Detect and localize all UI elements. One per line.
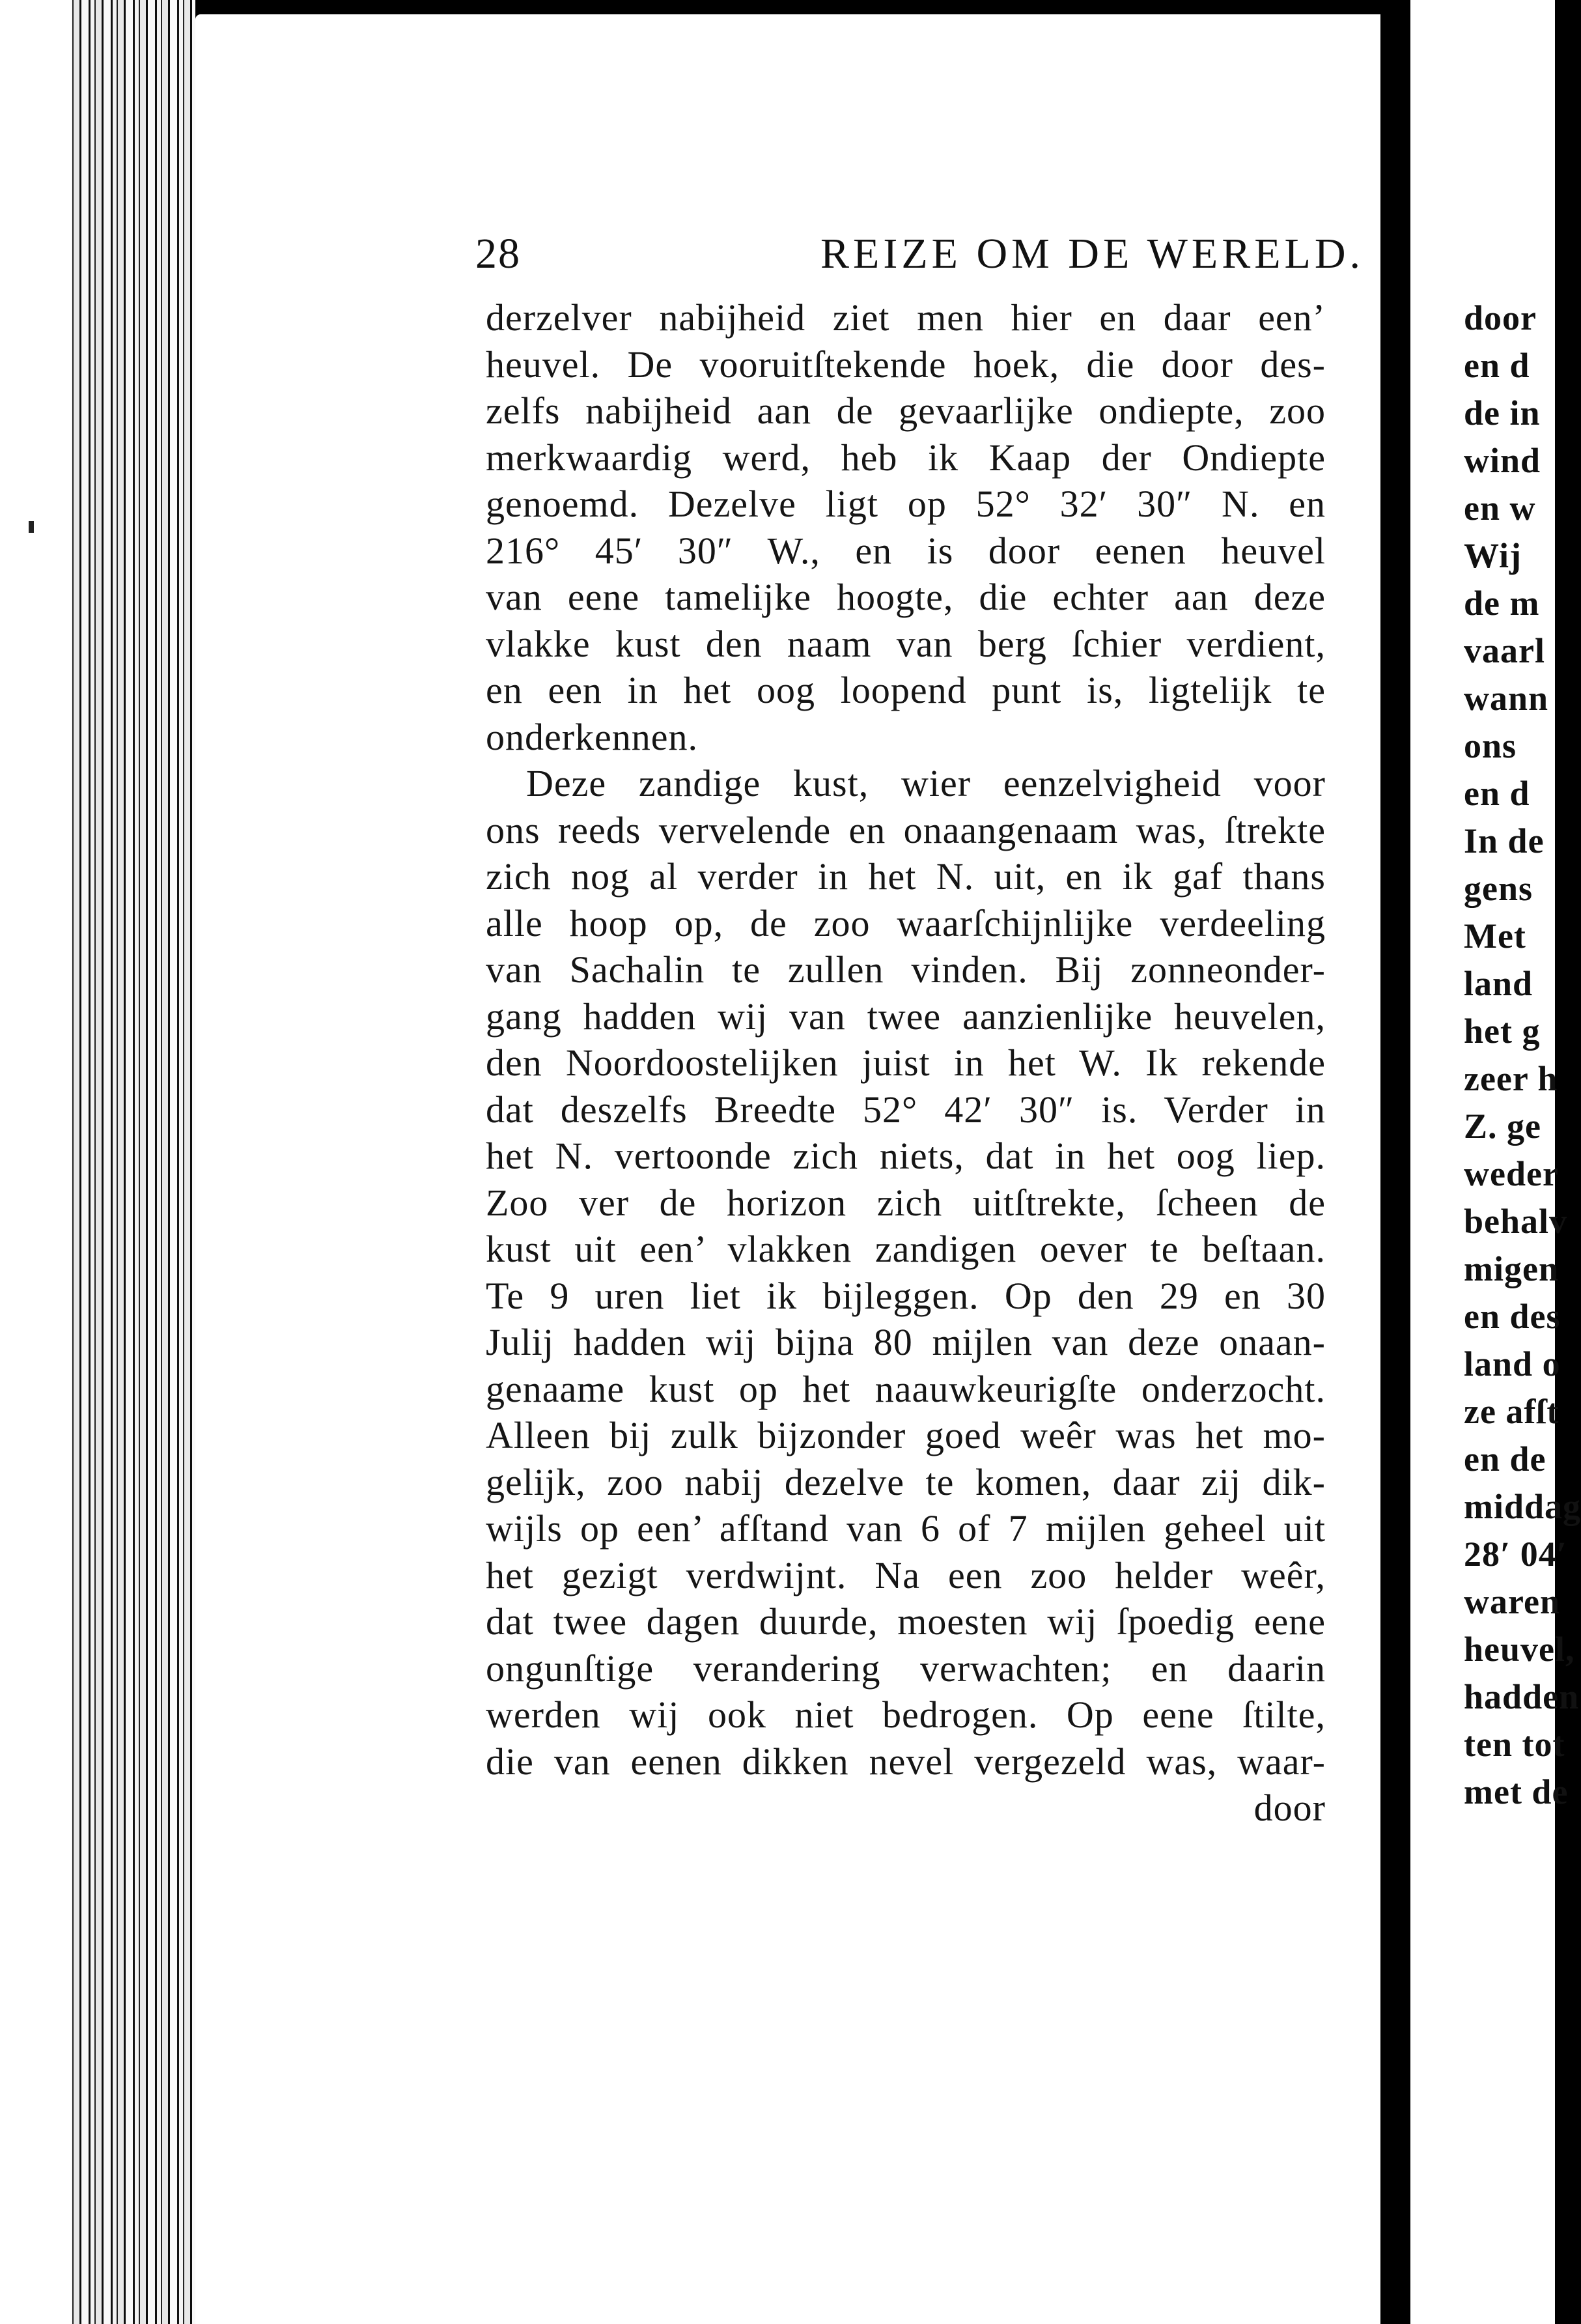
text-line: die van eenen dikken nevel vergezeld was, waar- bbox=[486, 1740, 1326, 1783]
facing-text-line: en d bbox=[1464, 774, 1530, 813]
text-line: Julij hadden wij bijna 80 mijlen van deze onaan- bbox=[486, 1321, 1326, 1363]
text-line: ongunſtige verandering verwachten; en daarin bbox=[486, 1647, 1326, 1690]
facing-text-line: en de bbox=[1464, 1439, 1546, 1479]
right-facing-page bbox=[1410, 0, 1581, 2324]
facing-text-line: gens bbox=[1464, 869, 1533, 908]
facing-text-line: hadden bbox=[1464, 1677, 1580, 1716]
margin-mark bbox=[29, 521, 34, 533]
paragraph-first-line: Deze zandige kust, wier eenzelvigheid voor bbox=[526, 762, 1326, 804]
text-line: Alleen bij zulk bijzonder goed weêr was het mo- bbox=[486, 1414, 1326, 1456]
facing-text-line: de in bbox=[1464, 393, 1541, 432]
text-line: genoemd. Dezelve ligt op 52° 32′ 30″ N. en bbox=[486, 483, 1326, 525]
facing-text-line: het g bbox=[1464, 1012, 1541, 1051]
facing-text-line: behalv bbox=[1464, 1202, 1568, 1241]
facing-text-line: 28′ 04′ bbox=[1464, 1535, 1567, 1574]
text-line: dat twee dagen duurde, moesten wij ſpoedig eene bbox=[486, 1600, 1326, 1643]
text-line: gelijk, zoo nabij dezelve te komen, daar zij dik- bbox=[486, 1460, 1326, 1503]
facing-text-line: met de bbox=[1464, 1772, 1569, 1811]
facing-text-line: vaarl bbox=[1464, 631, 1545, 670]
facing-text-line: migen bbox=[1464, 1249, 1559, 1288]
text-line: zelfs nabijheid aan de gevaarlijke ondiepte, zoo bbox=[486, 390, 1326, 432]
facing-text-line: middag bbox=[1464, 1487, 1581, 1526]
book-gutter bbox=[1380, 0, 1410, 2324]
facing-text-line: In de bbox=[1464, 821, 1545, 860]
scan-margin bbox=[0, 0, 72, 2324]
facing-text-line: Wij bbox=[1464, 536, 1522, 575]
facing-text-line: weder bbox=[1464, 1154, 1559, 1193]
text-line: vlakke kust den naam van berg ſchier verdient, bbox=[486, 622, 1326, 665]
facing-text-line: de m bbox=[1464, 584, 1540, 623]
facing-text-line: zeer h bbox=[1464, 1059, 1558, 1098]
text-line: zich nog al verder in het N. uit, en ik gaf thans bbox=[486, 855, 1326, 898]
facing-text-line: ten tot bbox=[1464, 1725, 1565, 1764]
facing-text-line: land bbox=[1464, 964, 1533, 1003]
text-line: van Sachalin te zullen vinden. Bij zonneonder- bbox=[486, 948, 1326, 991]
facing-text-line: en des bbox=[1464, 1297, 1561, 1336]
page-body-text bbox=[486, 294, 1326, 1832]
facing-page-text bbox=[1464, 294, 1581, 1816]
text-line: derzelver nabijheid ziet men hier en daar een’ bbox=[486, 296, 1326, 339]
text-line: onderkennen. bbox=[486, 715, 699, 758]
catchword: door bbox=[1253, 1787, 1326, 1829]
text-line: genaame kust op het naauwkeurigſte onderzocht. bbox=[486, 1367, 1326, 1410]
facing-text-line: wann bbox=[1464, 679, 1549, 718]
text-line: dat deszelfs Breedte 52° 42′ 30″ is. Verder in bbox=[486, 1088, 1326, 1131]
text-line: den Noordoostelijken juist in het W. Ik rekende bbox=[486, 1042, 1326, 1084]
facing-text-line: Met bbox=[1464, 916, 1526, 956]
facing-text-line: door bbox=[1464, 298, 1537, 337]
text-line: merkwaardig werd, heb ik Kaap der Ondiepte bbox=[486, 436, 1326, 479]
text-line: werden wij ook niet bedrogen. Op eene ſtilte, bbox=[486, 1693, 1326, 1736]
text-line: alle hoop op, de zoo waarſchijnlijke verdeeling bbox=[486, 901, 1326, 944]
facing-text-line: ons bbox=[1464, 726, 1517, 765]
text-line: het N. vertoonde zich niets, dat in het oog liep. bbox=[486, 1135, 1326, 1177]
text-line: Te 9 uren liet ik bijleggen. Op den 29 en 30 bbox=[486, 1274, 1326, 1317]
text-line: het gezigt verdwijnt. Na een zoo helder weêr, bbox=[486, 1553, 1326, 1596]
facing-text-line: Z. ge bbox=[1464, 1107, 1541, 1146]
text-line: gang hadden wij van twee aanzienlijke heuvelen, bbox=[486, 995, 1326, 1038]
text-line: ons reeds vervelende en onaangenaam was, ſtrekte bbox=[486, 808, 1326, 851]
page-number: 28 bbox=[475, 230, 521, 277]
facing-text-line: land o bbox=[1464, 1344, 1561, 1383]
facing-text-line: en w bbox=[1464, 489, 1536, 528]
text-line: heuvel. De vooruitſtekende hoek, die door des- bbox=[486, 343, 1326, 386]
text-line: van eene tamelijke hoogte, die echter aan deze bbox=[486, 576, 1326, 618]
running-head bbox=[475, 215, 1413, 293]
facing-text-line: heuvel, bbox=[1464, 1630, 1575, 1669]
running-title: REIZE OM DE WERELD. bbox=[820, 230, 1365, 277]
facing-text-line: waren bbox=[1464, 1582, 1560, 1621]
text-line: kust uit een’ vlakken zandigen oever te beſtaan. bbox=[486, 1228, 1326, 1270]
text-line: 216° 45′ 30″ W., en is door eenen heuvel bbox=[486, 529, 1326, 572]
text-line: wijls op een’ afſtand van 6 of 7 mijlen geheel uit bbox=[486, 1507, 1326, 1550]
text-line: Zoo ver de horizon zich uitſtrekte, ſcheen de bbox=[486, 1181, 1326, 1224]
facing-text-line: wind bbox=[1464, 441, 1541, 480]
facing-text-line: ze afſt bbox=[1464, 1392, 1560, 1431]
facing-text-line: en d bbox=[1464, 346, 1530, 385]
text-line: en een in het oog loopend punt is, ligtelijk te bbox=[486, 669, 1326, 711]
